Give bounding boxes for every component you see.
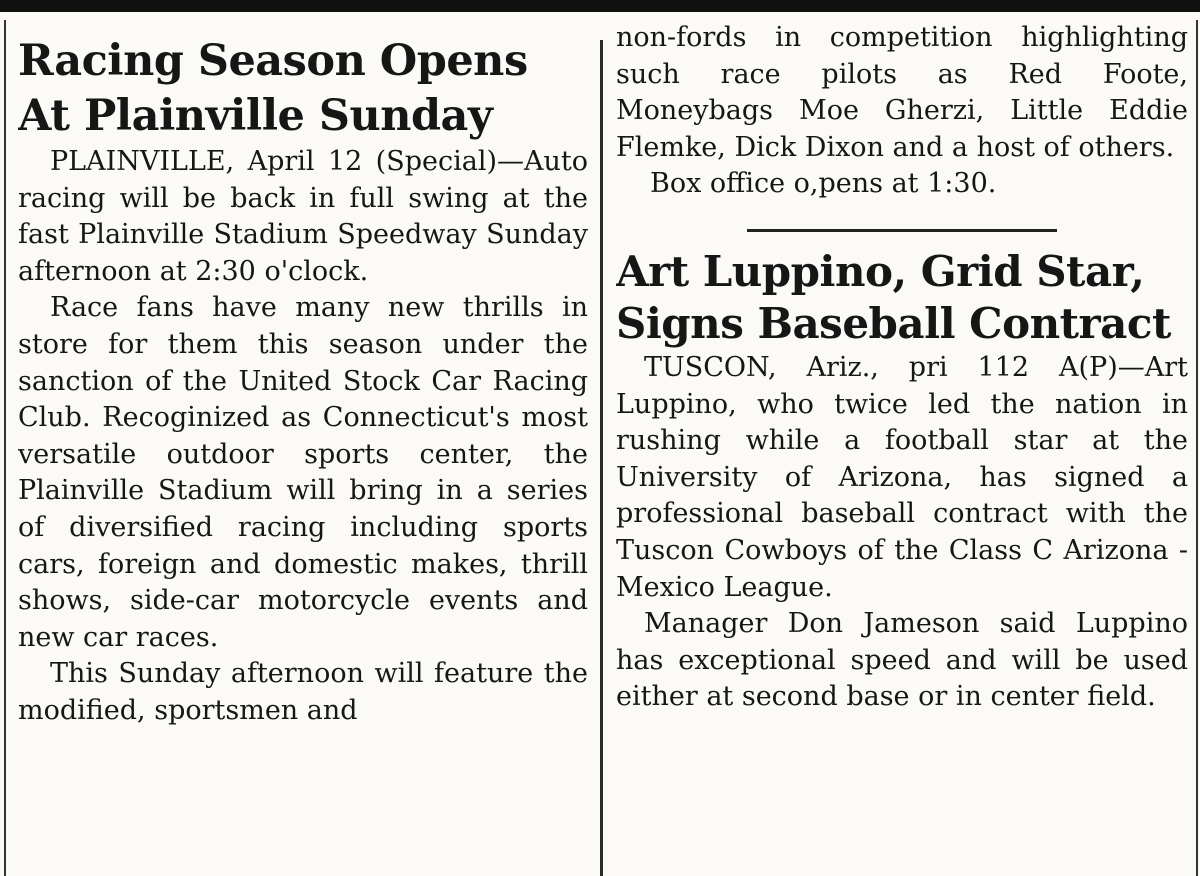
left-column-rule — [4, 20, 6, 876]
right-column — [616, 20, 1188, 876]
top-rule — [0, 0, 1200, 12]
left-column — [18, 20, 588, 876]
racing-continuation-paragraph: non-fords in competition highlighting such race pilots as Red Foote, Moneybags Moe Gherzi, Little Eddie Flemke, Dick Dixon and a host of others. — [616, 22, 1188, 163]
racing-headline — [18, 34, 588, 144]
luppino-paragraph-2: Manager Don Jameson said Luppino has exceptional speed and will be used either at second base or in center field. — [616, 608, 1188, 713]
racing-story — [18, 144, 588, 730]
racing-paragraph-2: Race fans have many new thrills in store for them this season under the sanction of the United Stock Car Racing Club. Recoginized as Connecticut's most versatile outdoor sports center, the Plainville Stadium will bring in a series of diversified racing including sports cars, foreign and domestic makes, thrill shows, side-car motorcycle events and new car races. — [18, 292, 588, 653]
story-divider — [747, 229, 1057, 232]
right-column-rule — [1196, 20, 1198, 876]
racing-headline-line2: At Plainville Sunday — [18, 91, 493, 141]
center-column-rule — [600, 40, 603, 876]
box-office-paragraph: Box office o,pens at 1:30. — [650, 168, 997, 200]
luppino-headline-line1: Art Luppino, Grid Star, — [616, 246, 1145, 296]
racing-story-continuation — [616, 20, 1188, 203]
luppino-paragraph-1: TUSCON, Ariz., pri 112 A(P)—Art Luppino, who twice led the nation in rushing while a football star at the University of Arizona, has signed a professional baseball contract with the Tuscon Cowboys of the Class C Arizona - Mexico League. — [616, 351, 1188, 603]
racing-paragraph-1: PLAINVILLE, April 12 (Special)—Auto racing will be back in full swing at the fast Plainville Stadium Speedway Sunday afternoon at 2:30 o'clock. — [18, 146, 588, 287]
luppino-headline — [616, 246, 1188, 350]
luppino-headline-line2: Signs Baseball Contract — [616, 298, 1171, 348]
racing-headline-line1: Racing Season Opens — [18, 36, 528, 86]
luppino-story — [616, 350, 1188, 716]
racing-paragraph-3: This Sunday afternoon will feature the modified, sportsmen and — [18, 658, 588, 726]
